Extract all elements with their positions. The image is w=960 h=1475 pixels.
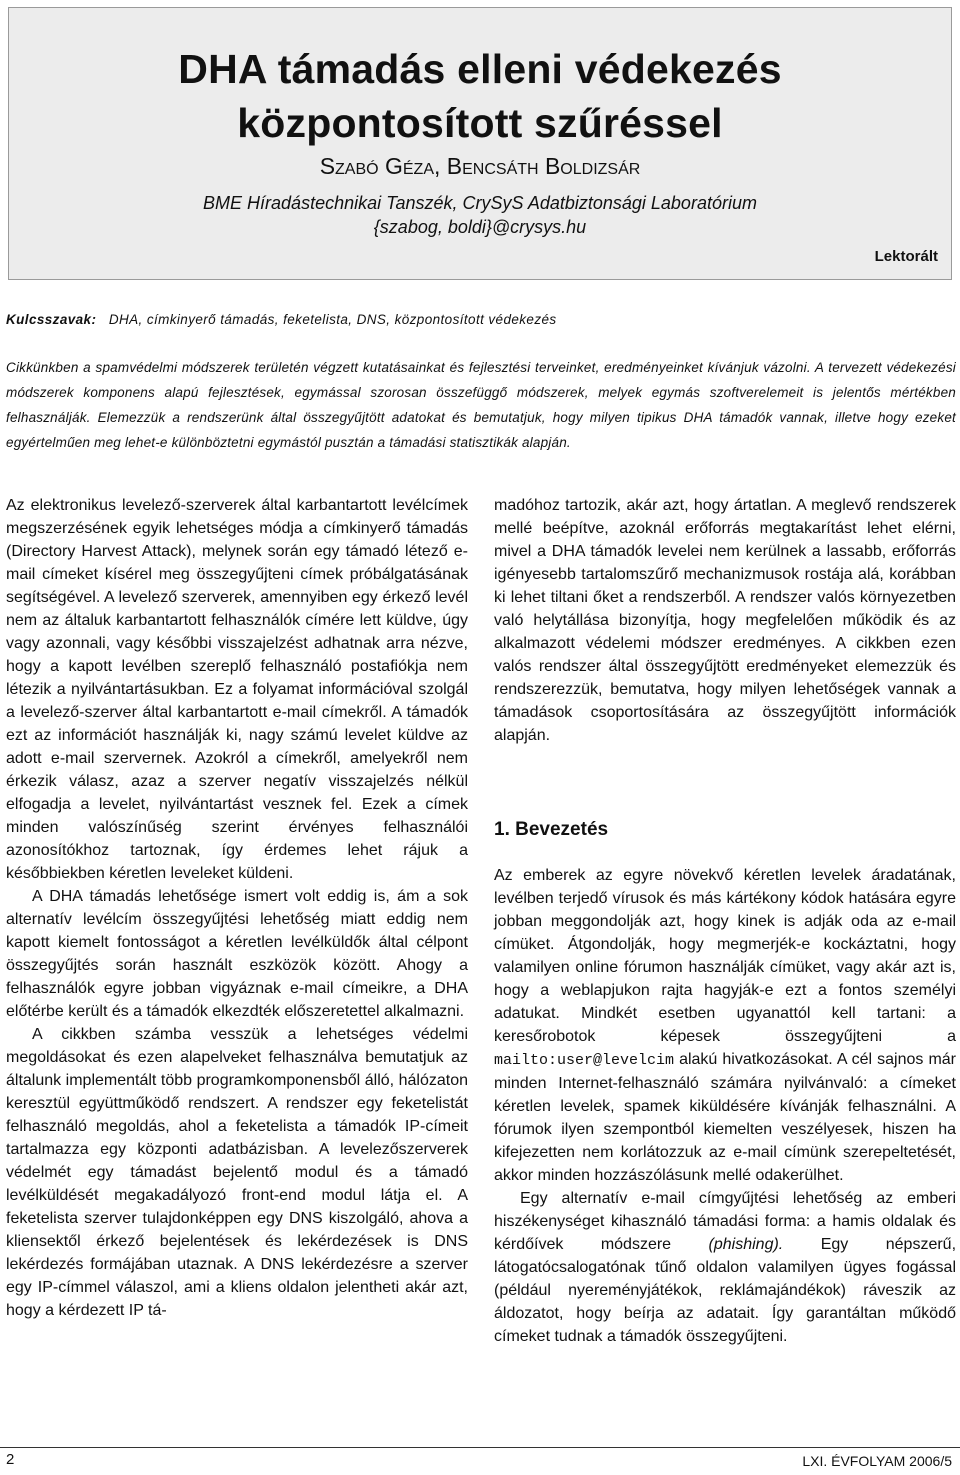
right-paragraph-2-text-b: alakú hivatkozásokat. A cél sajnos már minden Internet-felhasználó számára nyilvánvaló: a címeket kéretlen levelek, spamek kiküldésére kívánják felhasználni. A fórumok ilyen szempontból kiemelten veszélyesek, hiszen ha kifejezetten nem korlátozzuk az e-mail címünk szerepeltetését, akkor minden hozzászólásunk mellé odakerülhet. [494,1051,956,1184]
abstract: Cikkünkben a spamvédelmi módszerek területén végzett kutatásainkat és fejlesztési terveinket, eredményeinket kívánjuk vázolni. A tervezett védekezési módszerek komponens alapú fejlesztések, egymással szorosan összefüggő módszerek, melyek egymás szoftverelemeit is jelentős mértékben felhasználják. Elemezzük a rendszerünk által összegyűjtött adatokat és bemutatjuk, hogy milyen tipikus DHA támadók vannak, illetve hogy ezeket egyértelműen meg lehet-e különböztetni egymástól pusztán a támadási statisztikák alapján. [6,360,956,450]
right-paragraph-2-text-a: Az emberek az egyre növekvő kéretlen levelek áradatának, levélben terjedő vírusok és más kártékony kódok hatására egyre jobban meggondolják azt, hogy kinek is adják oda az e-mail címüket. Átgondolják, hogy megmerjék-e kockáztatni, hogy valamilyen online fórumon használják címüket, vagy akár azt is, hogy a weblapjukon rajta hagyják-e ezt a fontos személyi adatukat. Mindkét esetben ugyanattól kell tartani: a keresőrobotok képesek összegyűjteni a [494,867,956,1045]
affiliation-block [0,191,960,239]
left-paragraph-3: A cikkben számba vesszük a lehetséges védelmi megoldásokat és ezen alapelveket felhasználva bemutatjuk az általunk implementált több programkomponensből álló, hálózaton keresztül együttműködő rendszert. A rendszer egy feketelistát felhasználó megoldás, ahol a feketelista a támadók IP-címeit tartalmazza egy központi adatbázisban. A levelezőszerverek védelmét egy támadást bejelentő modul és a támadó levélküldését megakadályozó front-end modul látja el. A feketelista szerver tulajdonképpen egy DNS kiszolgáló, ahova a kliensektől érkező bejelentések és lekérdezések is DNS lekérdezés formájában utaznak. A DNS lekérdezésre a szerver egy IP-címmel válaszol, ami a kliens oldalon jelentheti akár azt, hogy a kérdezett IP tá- [6,1026,468,1319]
left-paragraph-1: Az elektronikus levelező-szerverek által karbantartott levélcímek megszerzésének egyik lehetséges módja a címkinyerő támadás (Directory Harvest Attack), melynek során egy támadó létező e-mail címeket kísérel meg összegyűjteni címek próbálgatásának segítségével. A levelező szerverek, amennyiben egy érkező levél nem az általuk karbantartott felhasználók címére lett küldve, úgy vagy azonnali, vagy későbbi visszajelzést adhatnak arra nézve, hogy a kapott levélben szereplő felhasználó postafiókja nem létezik a nyilvántartásukban. Ez a folyamat információval szolgál a levelező-szerver által karbantartott e-mail címekről. A támadók ezt az információt használják ki, nagy számú levelet küldve az adott e-mail szervernek. Azokról a címekről, amelyekről nem érkezik válasz, azaz a szerver negatív visszajelzés nélkül elfogadja a levelet, nyilvántartást vesznek fel. Ezek a címek minden valószínűség szerint érvényes felhasználói azonosítókhoz tartoznak, így érdemes lehet rájuk a későbbiekben kéretlen leveleket küldeni. [6,497,468,882]
right-column-top [494,494,956,747]
right-paragraph-3-text-b: Egy népszerű, látogatócsalogatónak tűnő oldalon valamilyen ügyes fogással (például nyereményjátékok, reklámajándékok) ráveszik az áldozatot, hogy beírja az adatait. Így garantáltan működő címeket tudnak a támadók összegyűjteni. [494,1236,957,1345]
right-paragraph-2 [494,864,956,1187]
title-line-1: DHA támadás elleni védekezés [178,46,782,92]
authors: Szabó Géza, Bencsáth Boldizsár [319,153,641,179]
left-column [6,494,468,1322]
phishing-term: (phishing). [708,1236,784,1253]
keywords-text: DHA, címkinyerő támadás, feketelista, DNS, központosított védekezés [108,312,557,327]
right-paragraph-3 [494,1187,956,1348]
left-paragraph-2: A DHA támadás lehetősége ismert volt eddig is, ám a sok alternatív levélcím összegyűjtési lehetőség miatt eddig nem kapott kiemelt fontosságot a kéretlen levélküldők által célpont összegyűjtés során használt eszközök között. Ahogy a felhasználók egyre jobban vigyáznak e-mail címeikre, a DHA előtérbe került és a támadók elkezdték előszeretettel alkalmazni. [6,888,468,1020]
keywords-label: Kulcsszavak: [6,312,97,327]
right-paragraph-1: madóhoz tartozik, akár azt, hogy ártatlan. A meglevő rendszerek mellé beépítve, azoknál erőforrás megtakarítást lehet elérni, mivel a DHA támadók levelei nem kerülnek a lassabb, erőforrás igényesebb tartalomszűrő mechanizmusok rostája alá, korábban ki lehet tiltani őket a rendszerből. A rendszer valós környezetben való helytállása bizonyítja, hogy megfelelően működik és az alkalmazott védelemi módszer eredményes. A cikkben ezen valós rendszer által összegyűjtött eredményeket elemezzük és rendszerezzük, bemutatva, hogy milyen lehetőségek vannak a támadások csoportosítására az összegyűjtött információk alapján. [494,497,956,744]
right-column-bottom [494,864,956,1348]
article-title [0,42,960,150]
journal-issue: LXI. ÉVFOLYAM 2006/5 [802,1453,952,1469]
page-number: 2 [6,1451,15,1468]
affiliation: BME Híradástechnikai Tanszék, CrySyS Adatbiztonsági Laboratórium [203,193,757,213]
mailto-code: mailto:user@levelcim [494,1052,675,1069]
footer-rule [0,1447,960,1448]
section-heading: 1. Bevezetés [494,819,609,840]
email: {szabog, boldi}@crysys.hu [373,217,587,237]
right-paragraph-3-text-a: Egy alternatív e-mail címgyűjtési lehetőség az emberi hiszékenységet kihasználó támadási forma: a hamis oldalak és kérdőívek módszere [494,1190,956,1253]
title-line-2: központosított szűréssel [237,100,723,146]
peer-reviewed-badge: Lektorált [874,248,938,265]
keywords [6,312,557,327]
